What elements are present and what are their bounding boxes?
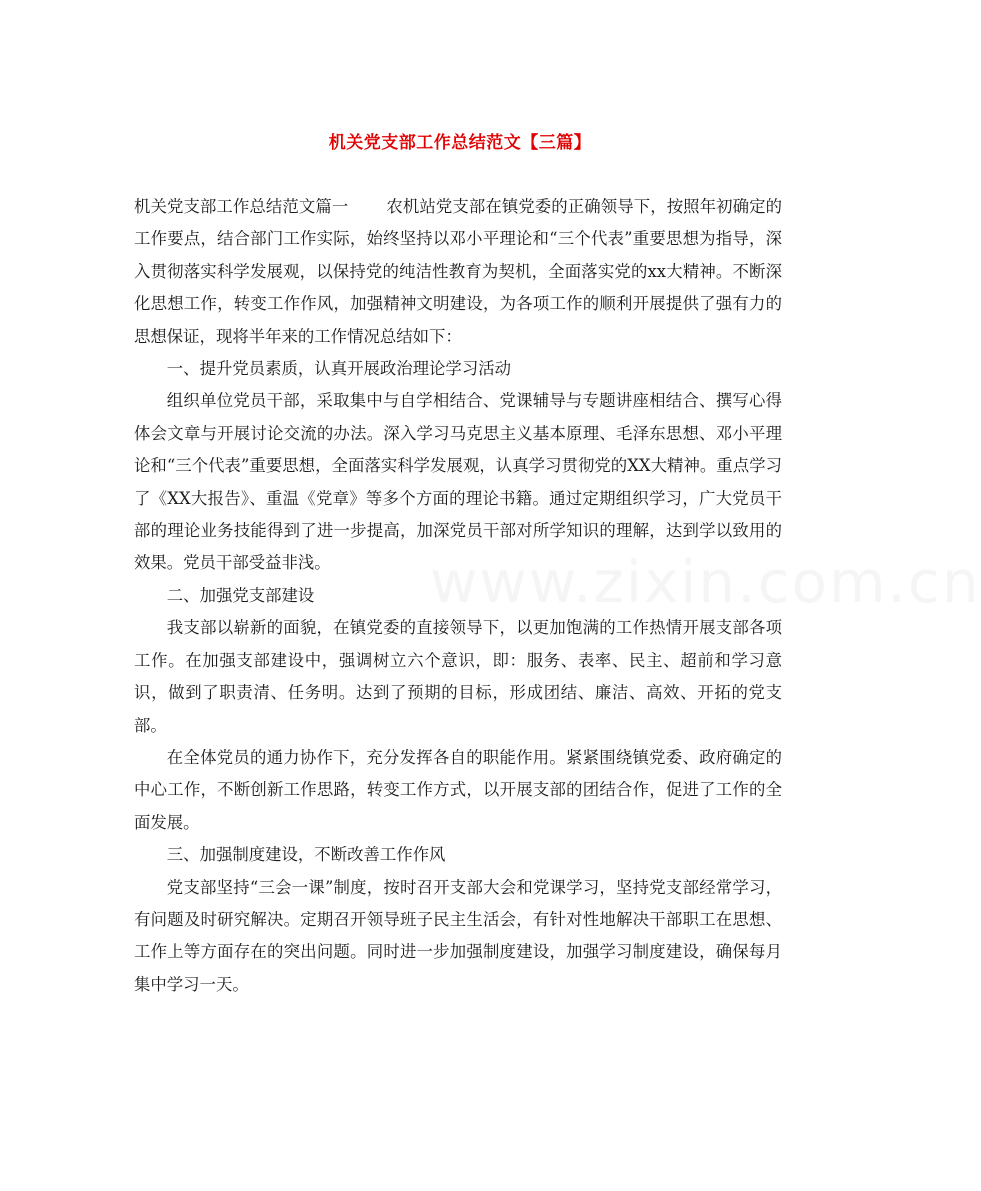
section-2-paragraph-2: 在全体党员的通力协作下，充分发挥各自的职能作用。紧紧围绕镇党委、政府确定的中心工作，不断创新工作思路，转变工作方式，以开展支部的团结合作，促进了工作的全面发展。 — [134, 747, 782, 832]
intro-label: 机关党支部工作总结范文篇一 — [134, 197, 349, 216]
intro-text: 农机站党支部在镇党委的正确领导下，按照年初确定的工作要点，结合部门工作实际，始终坚持以邓小平理论和“三个代表”重要思想为指导，深入贯彻落实科学发展观，以保持党的纯洁性教育为契机，全面落实党的xx大精神。不断深化思想工作，转变工作作风，加强精神文明建设，为各项工作的顺利开展提供了强有力的思想保证，现将半年来的工作情况总结如下： — [134, 197, 783, 346]
section-3-paragraph-1: 党支部坚持“三会一课”制度，按时召开支部大会和党课学习，坚持党支部经常学习，有问题及时研究解决。定期召开领导班子民主生活会，有针对性地解决干部职工在思想、工作上等方面存在的突出问题。同时进一步加强制度建设，加强学习制度建设，确保每月集中学习一天。 — [134, 877, 782, 994]
section-heading-2: 二、加强党支部建设 — [166, 585, 315, 605]
section-heading-3: 三、加强制度建设，不断改善工作作风 — [166, 845, 446, 865]
section-1-paragraph-1: 组织单位党员干部，采取集中与自学相结合、党课辅导与专题讲座相结合、撰写心得体会文章与开展讨论交流的办法。深入学习马克思主义基本原理、毛泽东思想、邓小平理论和“三个代表”重要思想，全面落实科学发展观，认真学习贯彻党的XX大精神。重点学习了《XX大报告》、重温《党章》等多个方面的理论书籍。通过定期组织学习，广大党员干部的理论业务技能得到了进一步提高，加深党员干部对所学知识的理解，达到学以致用的效果。党员干部受益非浅。 — [134, 391, 782, 573]
document-body — [134, 191, 782, 1001]
document-title: 机关党支部工作总结范文【三篇】 — [328, 133, 592, 153]
intro-paragraph — [134, 191, 782, 353]
section-2-paragraph-1: 我支部以崭新的面貌，在镇党委的直接领导下，以更加饱满的工作热情开展支部各项工作。在加强支部建设中，强调树立六个意识，即：服务、表率、民主、超前和学习意识，做到了职责清、任务明。达到了预期的目标，形成团结、廉洁、高效、开拓的党支部。 — [134, 618, 782, 735]
section-heading-1: 一、提升党员素质，认真开展政治理论学习活动 — [166, 359, 511, 379]
watermark: www.zixin.com.cn — [430, 548, 981, 616]
